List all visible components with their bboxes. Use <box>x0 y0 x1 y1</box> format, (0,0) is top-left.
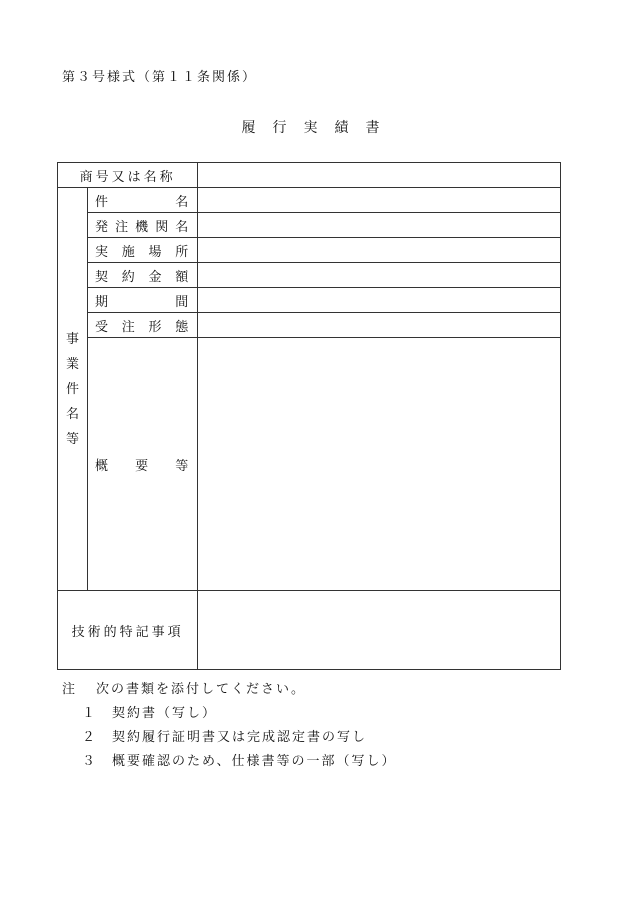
project-group-label <box>58 188 88 591</box>
note-item <box>62 750 396 774</box>
technical-notes-field[interactable] <box>198 591 561 670</box>
project-row-amount <box>58 263 561 288</box>
group-label-char: 業 <box>66 356 80 372</box>
note-item-text: 契約書（写し） <box>112 706 218 721</box>
overview-label: 概 要 等 <box>88 338 198 591</box>
note-item <box>62 702 396 726</box>
form-number: 第３号様式（第１１条関係） <box>62 70 258 85</box>
group-label-char: 名 <box>66 406 80 422</box>
attachment-notes <box>62 678 396 774</box>
note-item-text: 概要確認のため、仕様書等の一部（写し） <box>112 754 397 769</box>
note-item-number: ３ <box>82 754 98 769</box>
period-field[interactable] <box>198 288 561 313</box>
note-item-number: １ <box>82 706 98 721</box>
project-row-period <box>58 288 561 313</box>
notes-intro-text: 次の書類を添付してください。 <box>96 682 307 697</box>
period-label: 期 間 <box>88 288 198 313</box>
location-label: 実 施 場 所 <box>88 238 198 263</box>
ordering-agency-label: 発 注 機 関 名 <box>88 213 198 238</box>
note-item <box>62 726 396 750</box>
performance-record-table <box>57 162 561 670</box>
group-label-char: 等 <box>66 431 80 447</box>
project-name-field[interactable] <box>198 188 561 213</box>
notes-marker: 注 <box>62 682 78 697</box>
group-label-char: 件 <box>66 381 80 397</box>
location-field[interactable] <box>198 238 561 263</box>
tech-notes-row <box>58 591 561 670</box>
project-row-order-type <box>58 313 561 338</box>
project-name-label: 件 名 <box>88 188 198 213</box>
contract-amount-label: 契 約 金 額 <box>88 263 198 288</box>
contract-amount-field[interactable] <box>198 263 561 288</box>
project-row-client <box>58 213 561 238</box>
technical-notes-label: 技術的特記事項 <box>58 591 198 670</box>
project-row-location <box>58 238 561 263</box>
company-row <box>58 163 561 188</box>
order-type-field[interactable] <box>198 313 561 338</box>
project-row-overview <box>58 338 561 591</box>
group-label-char: 事 <box>66 331 80 347</box>
note-item-number: ２ <box>82 730 98 745</box>
project-row-name <box>58 188 561 213</box>
overview-field[interactable] <box>198 338 561 591</box>
ordering-agency-field[interactable] <box>198 213 561 238</box>
company-name-field[interactable] <box>198 163 561 188</box>
company-name-label: 商号又は名称 <box>58 163 198 188</box>
document-title: 履行実績書 <box>241 120 397 136</box>
note-item-text: 契約履行証明書又は完成認定書の写し <box>112 730 368 745</box>
notes-intro <box>62 678 396 702</box>
order-type-label: 受 注 形 態 <box>88 313 198 338</box>
